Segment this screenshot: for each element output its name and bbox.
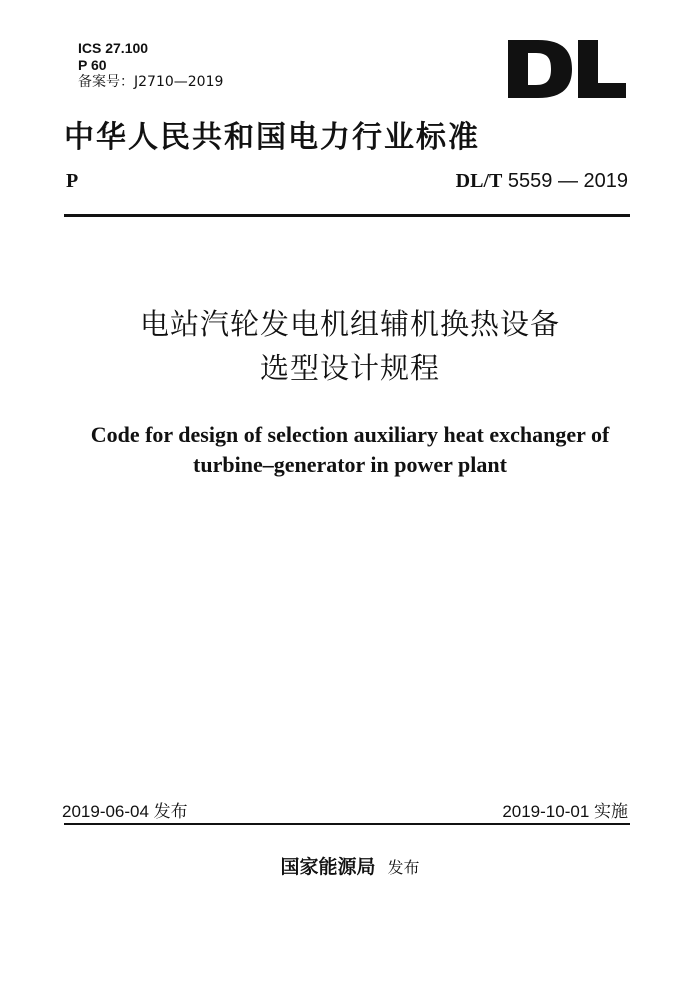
chinese-title <box>0 302 700 390</box>
chinese-title-line-2: 选型设计规程 <box>259 351 440 385</box>
class-letter: P <box>66 170 79 192</box>
publisher-verb: 发布 <box>387 858 420 877</box>
english-title <box>0 420 700 480</box>
standard-number <box>456 170 628 193</box>
standard-number-value: 5559 — 2019 <box>502 170 628 192</box>
dl-logo-letter-l <box>578 40 626 98</box>
english-title-line-1: Code for design of selection auxiliary heat exchanger of <box>90 422 610 447</box>
publisher-organization: 国家能源局 <box>280 856 376 878</box>
issue-date: 2019-06-04 发布 <box>62 802 188 821</box>
dl-logo <box>508 40 626 98</box>
issuing-authority-title: 中华人民共和国电力行业标准 <box>64 120 480 155</box>
publisher <box>0 852 700 879</box>
footer-divider <box>64 823 630 825</box>
cover-metadata <box>78 40 223 91</box>
implementation-date: 2019-10-01 实施 <box>502 802 628 821</box>
standard-prefix: DL/T <box>455 170 503 192</box>
ics-code: ICS 27.100 <box>78 40 149 56</box>
record-number <box>78 74 223 91</box>
record-label: 备案号： <box>78 74 134 90</box>
dl-logo-letter-d <box>508 40 572 98</box>
header-divider <box>64 214 630 217</box>
classification-code: P 60 <box>78 57 107 73</box>
english-title-line-2: turbine–generator in power plant <box>193 452 507 477</box>
record-value: J2710—2019 <box>134 74 224 90</box>
chinese-title-line-1: 电站汽轮发电机组辅机换热设备 <box>139 307 560 341</box>
